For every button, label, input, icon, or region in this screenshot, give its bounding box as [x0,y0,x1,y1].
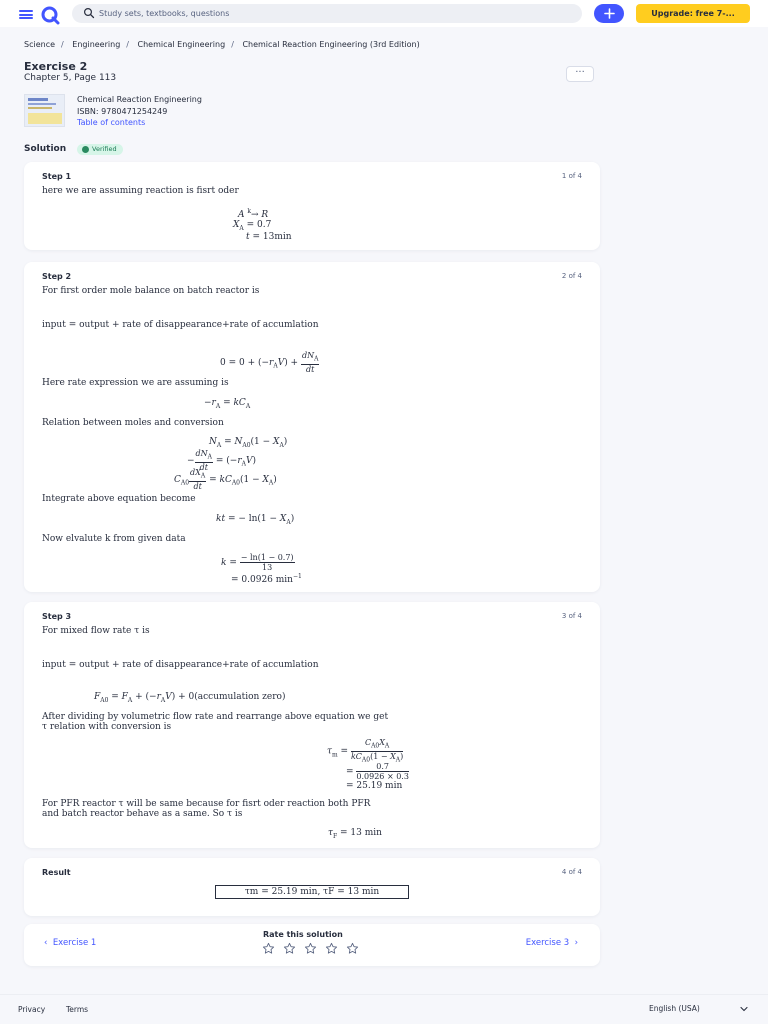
breadcrumb-separator: / [61,40,64,49]
star-icon[interactable] [283,942,296,955]
equation: $F_{A0} = F_A + (-r_AV)$ + 0(accumulation zero) [94,692,286,704]
equation: $C_{A0}$ $\frac{dX_A}{dt}$ = $kC_{A0}(1 - X_A)$ [174,468,277,491]
equation: $X_A = 0.7$ [233,220,272,232]
previous-exercise-link[interactable] [44,938,96,948]
next-exercise-label: Exercise 3 [525,938,570,948]
footer [0,994,768,1024]
equation: = 25.19 min [346,781,403,791]
breadcrumb-engineering[interactable]: Engineering [72,40,121,49]
upgrade-button[interactable]: Upgrade: free 7-... [636,4,750,23]
hamburger-menu-icon[interactable] [19,10,33,19]
step-count: 2 of 4 [561,272,582,280]
star-icon[interactable] [346,942,359,955]
exercise-title: Exercise 2 [24,60,88,73]
equation: − $\frac{dN_A}{dt}$ = $(-r_AV)$ [187,449,257,472]
step-text: τ relation with conversion is [42,722,172,732]
breadcrumb-separator: / [126,40,129,49]
equation: $0 = 0 + (-r_AV)$ + $\frac{dN_A}{dt}$ [220,351,319,374]
language-select[interactable]: English (USA) [649,1004,700,1013]
equation: k = $\frac{- \ln(1 - 0.7)}{13}$ [221,553,294,572]
previous-exercise-label: Exercise 1 [52,938,97,948]
book-isbn: ISBN: 9780471254249 [77,107,168,116]
equation: $N_A = N_{A0}(1 - X_A)$ [209,437,288,449]
tau-m-value: 25.19 min [356,781,403,791]
star-icon[interactable] [262,942,275,955]
chevron-right-icon: › [574,938,578,948]
search-input[interactable] [99,4,569,23]
step-card-1 [24,162,600,250]
step-text: After dividing by volumetric flow rate and rearrange above equation we get [42,712,389,722]
next-exercise-link[interactable] [526,938,578,948]
verified-badge [77,144,123,155]
breadcrumb-chemical-engineering[interactable]: Chemical Engineering [137,40,226,49]
step-text: Relation between moles and conversion [42,418,224,428]
equation: = $\frac{0.7}{0.0926 \times 0.3}$ [346,762,409,781]
step-title: Step 1 [42,172,72,181]
create-button[interactable] [594,4,624,23]
book-title: Chemical Reaction Engineering [77,95,202,104]
step-text: Here rate expression we are assuming is [42,378,229,388]
top-bar [0,0,768,27]
plus-icon [604,8,615,19]
star-icon[interactable] [325,942,338,955]
breadcrumb-science[interactable]: Science [24,40,56,49]
step-card-3 [24,602,600,848]
star-rating [262,942,359,955]
book-cover-image[interactable] [24,94,65,127]
terms-link[interactable]: Terms [66,1005,89,1014]
step-text: Now elvalute k from given data [42,534,186,544]
step-card-2 [24,262,600,592]
step-title: Step 3 [42,612,72,621]
star-icon[interactable] [304,942,317,955]
step-text: For first order mole balance on batch reactor is [42,286,260,296]
breadcrumb-separator: / [231,40,234,49]
step-text: For mixed flow rate τ is [42,626,150,636]
step-text: Integrate above equation become [42,494,196,504]
solution-heading: Solution [24,144,67,154]
step-count: 3 of 4 [561,612,582,620]
more-options-button[interactable]: ··· [566,66,594,82]
equation: $\tau_m$ = $\frac{C_{A0}X_A}{kC_{A0}(1 - X_A)}$ [327,738,404,764]
equation: A $^k$→ R [238,208,269,220]
step-title: Step 2 [42,272,72,281]
table-of-contents-link[interactable]: Table of contents [77,118,146,127]
chevron-down-icon[interactable] [740,1006,748,1012]
step-text: input = output + rate of disappearance+rate of accumlation [42,320,319,330]
equation: = 0.0926 $\min^{-1}$ [231,573,302,585]
equation: $-r_A = kC_A$ [204,398,251,410]
step-card-result [24,858,600,916]
search-icon [83,7,95,19]
verified-label: Verified [92,145,117,153]
equation: kt = − $\ln(1 - X_A)$ [216,514,295,526]
quizlet-logo[interactable] [40,5,60,25]
step-text: For PFR reactor τ will be same because for fisrt oder reaction both PFR [42,799,371,809]
accumulation-note: (accumulation zero) [194,692,286,702]
equation: $\tau_F = 13$ min [328,828,382,840]
chevron-left-icon: ‹ [44,938,48,948]
equation: t = 13min [246,232,292,242]
search-bar[interactable] [72,4,582,23]
rating-card [24,924,600,966]
breadcrumb-book[interactable]: Chemical Reaction Engineering (3rd Edition) [242,40,420,49]
final-answer-box: τm = 25.19 min, τF = 13 min [215,885,409,899]
privacy-link[interactable]: Privacy [18,1005,46,1014]
step-text: and batch reactor behave as a same. So τ is [42,809,243,819]
step-title: Result [42,868,71,877]
exercise-subtitle: Chapter 5, Page 113 [24,73,117,83]
step-text: here we are assuming reaction is fisrt oder [42,186,239,196]
rate-label: Rate this solution [263,930,343,939]
breadcrumb [24,40,420,49]
step-text: input = output + rate of disappearance+rate of accumlation [42,660,319,670]
step-count: 4 of 4 [561,868,582,876]
tau-f-value: = 13 min [340,828,382,838]
step-count: 1 of 4 [561,172,582,180]
check-icon [82,146,89,153]
